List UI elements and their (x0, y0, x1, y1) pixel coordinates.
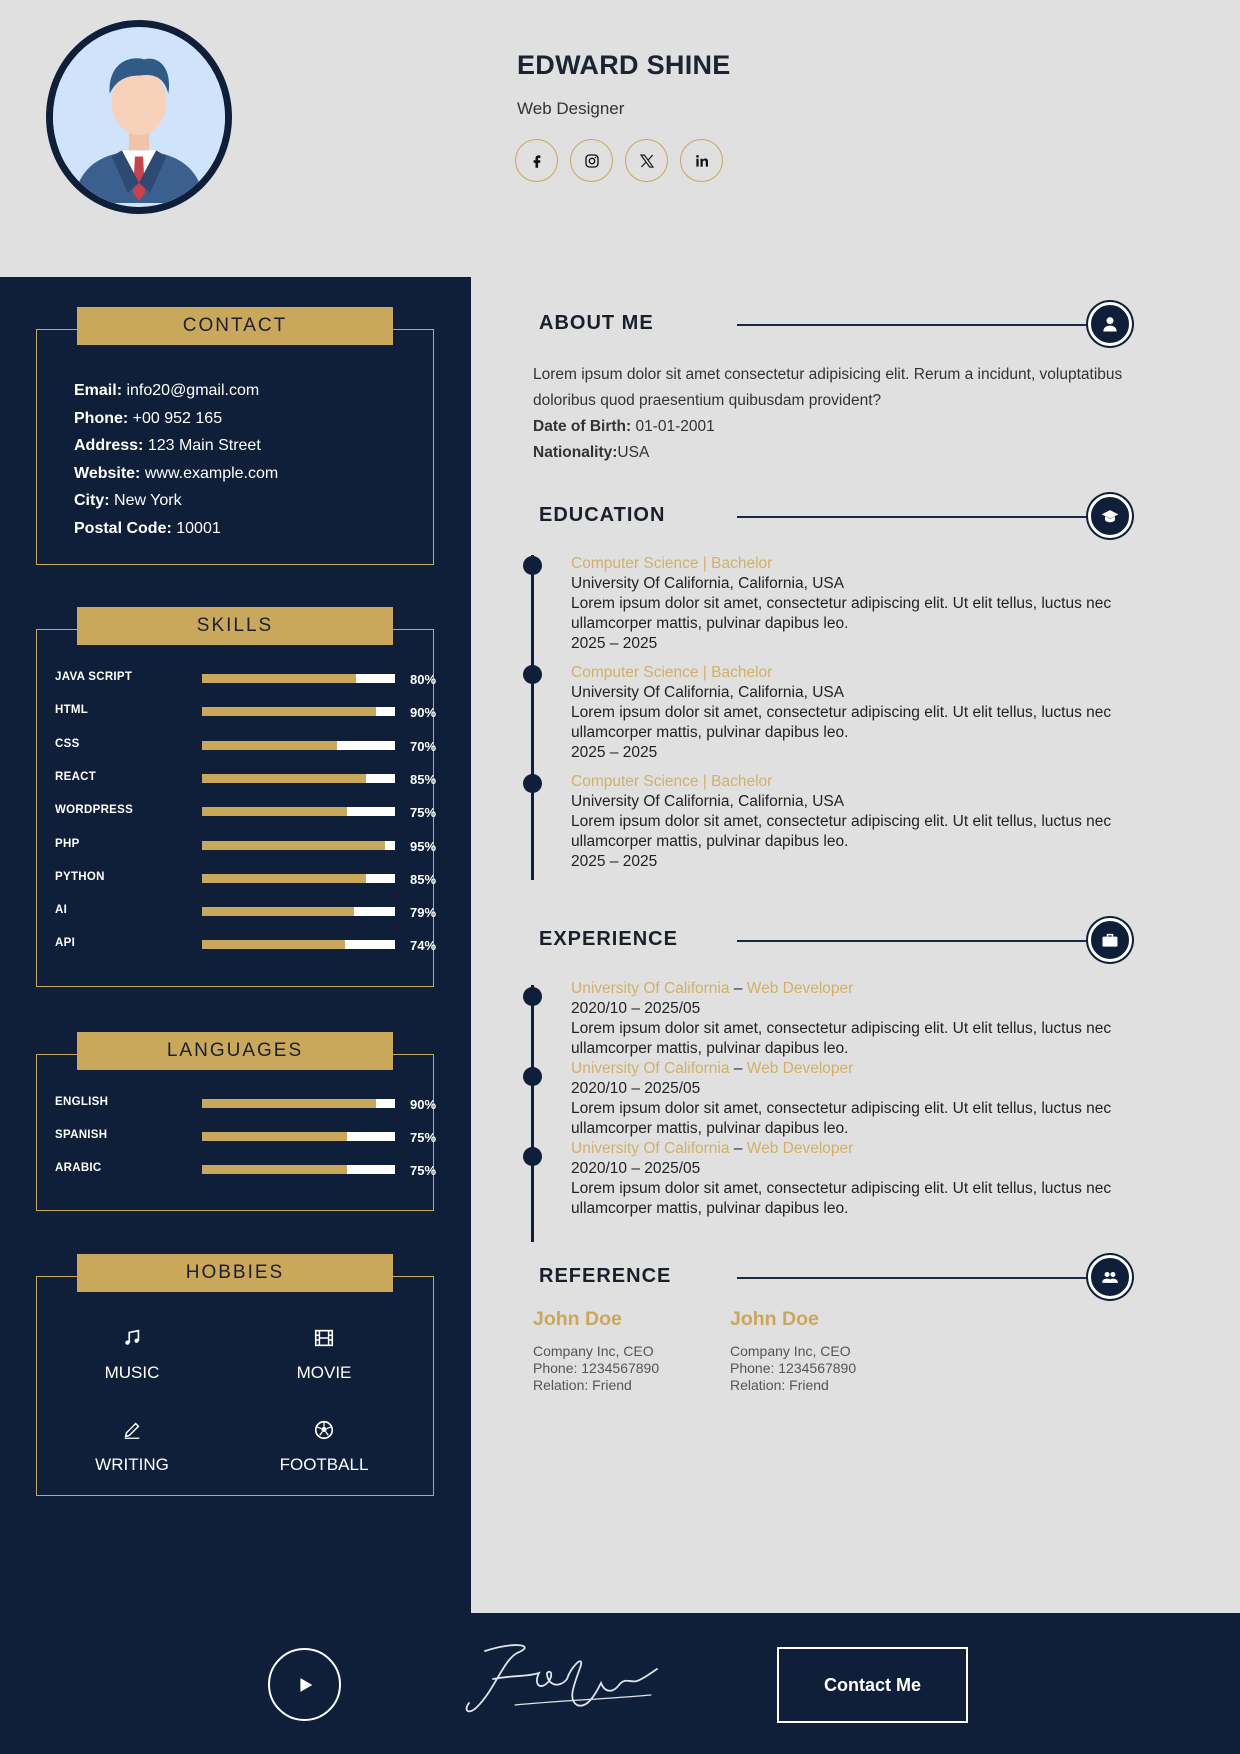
skills-percent: 85% (410, 771, 437, 787)
education-years: 2025 – 2025 (571, 635, 658, 652)
reference-phone: Phone: 1234567890 (533, 1360, 660, 1376)
experience-title: EXPERIENCE (539, 928, 678, 950)
languages-item (55, 1094, 437, 1114)
skills-item (55, 935, 437, 955)
languages-item (55, 1127, 437, 1147)
education-years: 2025 – 2025 (571, 744, 658, 761)
skills-bar-fill (202, 774, 366, 783)
skills-name: REACT (55, 770, 97, 783)
skills-bar-fill (202, 874, 366, 883)
pencil-icon (121, 1419, 143, 1441)
reference-company: Company Inc, CEO (533, 1343, 654, 1359)
skills-name: API (55, 937, 76, 950)
reference-item (730, 1308, 856, 1394)
skills-bar-fill (202, 841, 385, 850)
education-degree: Computer Science | Bachelor (571, 773, 773, 790)
x-icon (638, 152, 656, 170)
languages-bar-fill (202, 1099, 376, 1108)
users-icon (1100, 1267, 1120, 1287)
skills-bar (202, 940, 395, 949)
experience-position: Web Developer (746, 1060, 854, 1077)
skills-item (55, 836, 437, 856)
skills-bar-fill (202, 807, 347, 816)
timeline-dot (523, 1147, 542, 1166)
candidate-role: Web Designer (517, 99, 625, 118)
reference-name: John Doe (730, 1308, 819, 1330)
reference-name: John Doe (533, 1308, 622, 1330)
about-dob: Date of Birth: 01-01-2001 (533, 418, 715, 435)
graduation-cap-icon (1100, 506, 1120, 526)
education-divider (737, 516, 1087, 518)
skills-bar-fill (202, 940, 345, 949)
experience-separator: – (729, 980, 747, 997)
education-item (571, 554, 1151, 654)
skills-name: WORDPRESS (55, 804, 134, 817)
education-degree: Computer Science | Bachelor (571, 555, 773, 572)
education-years: 2025 – 2025 (571, 853, 658, 870)
about-header (539, 302, 1131, 346)
education-description: Lorem ipsum dolor sit amet, consectetur adipiscing elit. Ut elit tellus, luctus nec ullamcorper mattis, pulvinar dapibus leo. (571, 813, 1112, 850)
experience-item (571, 1059, 1151, 1139)
skills-bar-fill (202, 741, 337, 750)
skills-percent: 90% (410, 705, 437, 721)
skills-bar (202, 774, 395, 783)
languages-name: ARABIC (55, 1162, 102, 1174)
skills-name: JAVA SCRIPT (55, 671, 133, 683)
facebook-icon (528, 152, 546, 170)
experience-company: University Of California (571, 980, 730, 997)
skills-bar-fill (202, 907, 354, 916)
timeline-dot (523, 1067, 542, 1086)
skills-percent: 80% (410, 672, 437, 687)
hobby-music: MUSIC (57, 1327, 207, 1383)
skills-name: HTML (55, 704, 89, 717)
skills-percent: 79% (410, 905, 437, 921)
linkedin-icon (693, 152, 711, 170)
languages-title: LANGUAGES (77, 1032, 393, 1070)
film-icon (313, 1327, 335, 1349)
languages-item (55, 1160, 437, 1180)
languages-bar-fill (202, 1165, 347, 1174)
skills-item (55, 802, 437, 822)
skills-bar (202, 741, 395, 750)
skills-percent: 70% (410, 738, 437, 754)
languages-percent: 90% (410, 1097, 437, 1112)
play-button[interactable] (268, 1648, 341, 1721)
languages-percent: 75% (410, 1163, 437, 1178)
skills-bar (202, 707, 395, 716)
experience-company: University Of California (571, 1060, 730, 1077)
skills-item (55, 902, 437, 922)
footer (0, 1613, 1240, 1754)
reference-company: Company Inc, CEO (730, 1343, 851, 1359)
play-icon (294, 1674, 316, 1696)
reference-item (533, 1308, 659, 1394)
social-links (515, 139, 723, 182)
education-item (571, 772, 1151, 872)
languages-bar-fill (202, 1132, 347, 1141)
skills-name: AI (55, 904, 68, 917)
education-header (539, 494, 1131, 538)
education-item (571, 663, 1151, 763)
contact-list (74, 377, 278, 542)
skills-bar (202, 907, 395, 916)
education-timeline (531, 555, 534, 880)
reference-icon-badge (1088, 1255, 1132, 1299)
languages-bar (202, 1099, 395, 1108)
avatar-illustration (53, 27, 225, 207)
languages-bar (202, 1132, 395, 1141)
experience-description: Lorem ipsum dolor sit amet, consectetur adipiscing elit. Ut elit tellus, luctus nec ullamcorper mattis, pulvinar dapibus leo. (571, 1180, 1112, 1217)
timeline-dot (523, 556, 542, 575)
timeline-dot (523, 774, 542, 793)
experience-heading (571, 1139, 1151, 1159)
hobby-movie: MOVIE (249, 1327, 399, 1383)
x-link[interactable] (625, 139, 668, 182)
reference-title: REFERENCE (539, 1265, 672, 1287)
contact-title: CONTACT (77, 307, 393, 345)
experience-item (571, 979, 1151, 1059)
skills-item (55, 736, 437, 756)
education-school: University Of California, California, USA (571, 793, 845, 810)
experience-item (571, 1139, 1151, 1219)
skills-bar (202, 807, 395, 816)
contact-city: City: New York (74, 492, 182, 509)
education-title: EDUCATION (539, 504, 666, 526)
experience-dates: 2020/10 – 2025/05 (571, 1160, 701, 1177)
education-degree: Computer Science | Bachelor (571, 664, 773, 681)
about-nationality: Nationality:USA (533, 444, 650, 461)
about-description: Lorem ipsum dolor sit amet consectetur adipisicing elit. Rerum a incidunt, voluptatibus doloribus quod praesentium quibusdam provident? (533, 366, 1123, 409)
user-icon (1100, 314, 1120, 334)
about-body (533, 362, 1153, 466)
contact-section (36, 315, 434, 565)
skills-item (55, 702, 437, 722)
experience-dates: 2020/10 – 2025/05 (571, 1080, 701, 1097)
experience-heading (571, 979, 1151, 999)
skills-percent: 95% (410, 838, 437, 854)
reference-header (539, 1255, 1131, 1299)
languages-percent: 75% (410, 1130, 437, 1145)
candidate-name: EDWARD SHINE (517, 50, 731, 80)
experience-separator: – (729, 1140, 747, 1157)
skills-percent: 74% (410, 938, 437, 954)
skills-bar (202, 874, 395, 883)
experience-company: University Of California (571, 1140, 730, 1157)
about-icon-badge (1088, 302, 1132, 346)
skills-item (55, 769, 437, 789)
education-description: Lorem ipsum dolor sit amet, consectetur adipiscing elit. Ut elit tellus, luctus nec ullamcorper mattis, pulvinar dapibus leo. (571, 704, 1112, 741)
contact-address: Address: 123 Main Street (74, 437, 261, 454)
skills-name: PYTHON (55, 870, 105, 883)
experience-icon-badge (1088, 918, 1132, 962)
experience-heading (571, 1059, 1151, 1079)
education-school: University Of California, California, USA (571, 684, 845, 701)
experience-description: Lorem ipsum dolor sit amet, consectetur adipiscing elit. Ut elit tellus, luctus nec ullamcorper mattis, pulvinar dapibus leo. (571, 1100, 1112, 1137)
signature (455, 1639, 665, 1721)
contact-website: Website: www.example.com (74, 464, 279, 482)
facebook-link[interactable] (515, 139, 558, 182)
skills-bar-fill (202, 707, 376, 716)
music-note-icon (121, 1327, 143, 1349)
football-icon (313, 1419, 335, 1441)
experience-dates: 2020/10 – 2025/05 (571, 1000, 701, 1017)
contact-me-button[interactable]: Contact Me (777, 1647, 968, 1723)
education-school: University Of California, California, USA (571, 575, 845, 592)
reference-divider (737, 1277, 1087, 1279)
languages-bar (202, 1165, 395, 1174)
timeline-dot (523, 987, 542, 1006)
experience-divider (737, 940, 1087, 942)
languages-section (36, 1040, 437, 1211)
contact-email: Email: info20@gmail.com (74, 382, 260, 399)
education-description: Lorem ipsum dolor sit amet, consectetur adipiscing elit. Ut elit tellus, luctus nec ullamcorper mattis, pulvinar dapibus leo. (571, 595, 1112, 632)
experience-position: Web Developer (746, 980, 854, 997)
linkedin-link[interactable] (680, 139, 723, 182)
experience-description: Lorem ipsum dolor sit amet, consectetur adipiscing elit. Ut elit tellus, luctus nec ullamcorper mattis, pulvinar dapibus leo. (571, 1020, 1112, 1057)
skills-percent: 85% (410, 871, 437, 887)
reference-phone: Phone: 1234567890 (730, 1360, 857, 1376)
hobby-writing: WRITING (57, 1419, 207, 1475)
experience-header (539, 918, 1131, 962)
reference-relation: Relation: Friend (533, 1377, 632, 1393)
skills-item (55, 869, 437, 889)
about-title: ABOUT ME (539, 312, 654, 334)
languages-name: ENGLISH (55, 1096, 109, 1108)
skills-bar (202, 841, 395, 850)
contact-postal-code: Postal Code: 10001 (74, 519, 221, 537)
about-divider (737, 324, 1087, 326)
sidebar (0, 277, 471, 1613)
briefcase-icon (1100, 930, 1120, 950)
education-icon-badge (1088, 494, 1132, 538)
contact-phone: Phone: +00 952 165 (74, 409, 223, 427)
skills-title: SKILLS (77, 607, 393, 645)
hobbies-title: HOBBIES (77, 1254, 393, 1292)
hobby-football: FOOTBALL (249, 1419, 399, 1475)
skills-bar (202, 674, 395, 683)
skills-bar-fill (202, 674, 356, 683)
reference-relation: Relation: Friend (730, 1377, 829, 1393)
experience-timeline (531, 985, 534, 1242)
experience-separator: – (729, 1060, 747, 1077)
skills-percent: 75% (410, 805, 437, 821)
languages-name: SPANISH (55, 1129, 108, 1141)
experience-position: Web Developer (746, 1140, 854, 1157)
instagram-link[interactable] (570, 139, 613, 182)
instagram-icon (583, 152, 601, 170)
skills-name: PHP (55, 837, 80, 850)
skills-section (36, 615, 437, 987)
timeline-dot (523, 665, 542, 684)
skills-item (55, 669, 437, 689)
skills-name: CSS (55, 737, 80, 750)
avatar (46, 20, 232, 214)
hobbies-section (36, 1262, 434, 1496)
